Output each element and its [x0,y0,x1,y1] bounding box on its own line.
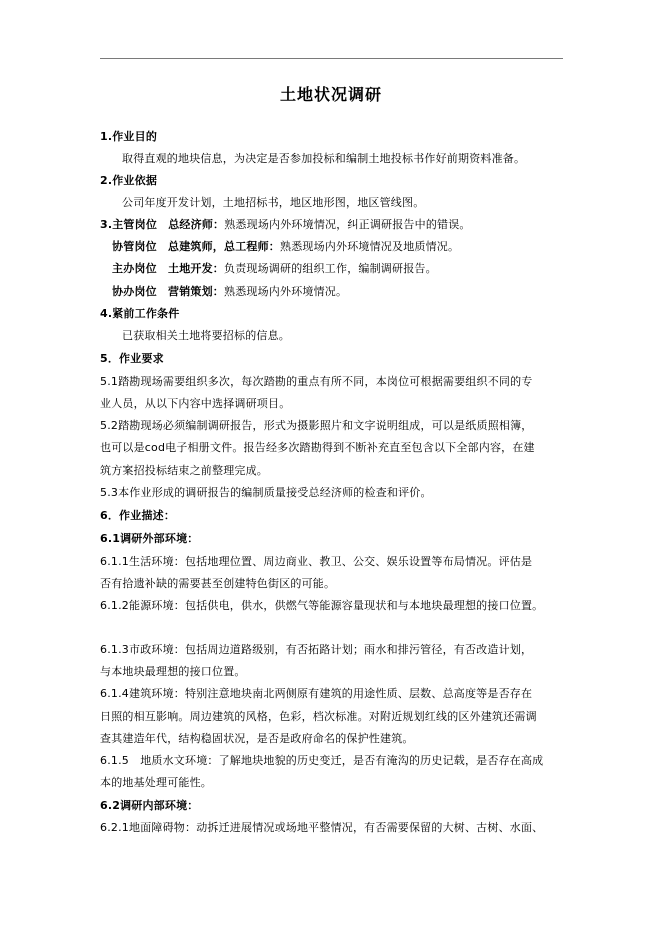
paragraph-line [122,196,424,210]
line-text: 已获取相关土地将要招标的信息。 [122,329,290,342]
line-text: 5.3本作业形成的调研报告的编制质量接受总经济师的检查和评价。 [100,486,432,499]
paragraph-line [100,665,246,679]
role-line [100,218,471,232]
line-text: 6.1.2能源环境：包括供电，供水，供燃气等能源容量现状和与本地块最理想的接口位置。 [100,599,544,612]
paragraph-line [100,419,533,433]
heading-requirements [100,352,164,366]
line-bold: 4.紧前工作条件 [100,307,180,320]
line-bold: 协管岗位 总建筑师，总工程师： [112,240,280,253]
paragraph-line [100,821,543,835]
line-text: 熟悉现场内外环境情况及地质情况。 [280,240,460,253]
line-text: 6.1.3市政环境：包括周边道路级别，有否拓路计划；雨水和排污管径，有否改造计划， [100,643,533,656]
line-bold: 6.2调研内部环境： [100,799,199,812]
subheading-internal [100,799,199,813]
line-text: 5.2踏勘现场必须编制调研报告，形式为摄影照片和文字说明组成，可以是纸质照相簿， [100,419,533,432]
document-title: 土地状况调研 [279,85,382,104]
paragraph-line [100,464,268,478]
heading-preconditions [100,307,179,321]
line-text: 本的地基处理可能性。 [100,776,212,789]
line-text: 熟悉现场内外环境情况。 [224,285,348,298]
line-text: 公司年度开发计划，土地招标书，地区地形图，地区管线图。 [122,196,425,209]
line-text: 熟悉现场内外环境情况，纠正调研报告中的错误。 [224,218,471,231]
paragraph-line [100,441,535,455]
line-bold: 1.作业目的 [100,130,158,143]
header-rule [100,58,563,59]
line-text: 日照的相互影响。周边建筑的风格，色彩，档次标准。对附近规划红线的区外建筑还需调 [100,710,537,723]
paragraph-line [100,486,432,500]
line-text: 负责现场调研的组织工作，编制调研报告。 [224,262,437,275]
line-text: 6.2.1地面障碍物：动拆迁进展情况或场地平整情况，有否需要保留的大树、古树、水面、 [100,821,544,834]
line-bold: 6.1调研外部环境： [100,532,199,545]
line-text: 6.1.1生活环境：包括地理位置、周边商业、教卫、公交、娱乐设置等布局情况。评估是 [100,555,533,568]
line-bold: 3.主管岗位 总经济师： [100,218,225,231]
line-text: 取得直观的地块信息，为决定是否参加投标和编制土地投标书作好前期资料准备。 [122,152,526,165]
subheading-external [100,532,199,546]
line-text: 6.1.5 地质水文环境：了解地块地貌的历史变迁，是否有淹沟的历史记载，是否存在高成 [100,754,544,767]
line-bold: 协办岗位 营销策划： [112,285,224,298]
paragraph-line [100,710,537,724]
line-text: 与本地块最理想的接口位置。 [100,665,246,678]
line-bold: 6．作业描述： [100,509,176,522]
paragraph-line [100,397,290,411]
paragraph-line [100,599,543,613]
line-text: 查其建造年代，结构稳固状况，是否是政府命名的保护性建筑。 [100,732,414,745]
paragraph-line [100,776,212,790]
line-bold: 2.作业依据 [100,174,158,187]
paragraph-line [100,754,543,768]
role-line [112,285,347,299]
paragraph-line [100,643,532,657]
paragraph-line [100,555,532,569]
paragraph-line [122,152,525,166]
paragraph-line [122,329,290,343]
line-text: 5.1踏勘现场需要组织多次，每次踏勘的重点有所不同，本岗位可根据需要组织不同的专 [100,375,533,388]
heading-purpose [100,130,157,144]
line-text: 也可以是cod电子相册文件。报告经多次踏勘得到不断补充直至包含以下全部内容，在建 [100,441,535,454]
paragraph-line [100,375,533,389]
line-text: 业人员，从以下内容中选择调研项目。 [100,397,291,410]
role-line [112,262,437,276]
paragraph-line [100,687,532,701]
line-bold: 5．作业要求 [100,352,164,365]
line-text: 筑方案招投标结束之前整理完成。 [100,464,268,477]
heading-basis [100,174,157,188]
heading-description [100,509,175,523]
line-text: 否有拾遗补缺的需要甚至创建特色街区的可能。 [100,577,336,590]
line-bold: 主办岗位 土地开发： [112,262,224,275]
role-line [112,240,459,254]
line-text: 6.1.4建筑环境：特别注意地块南北两侧原有建筑的用途性质、层数、总高度等是否存在 [100,687,533,700]
paragraph-line [100,577,335,591]
paragraph-line [100,732,414,746]
